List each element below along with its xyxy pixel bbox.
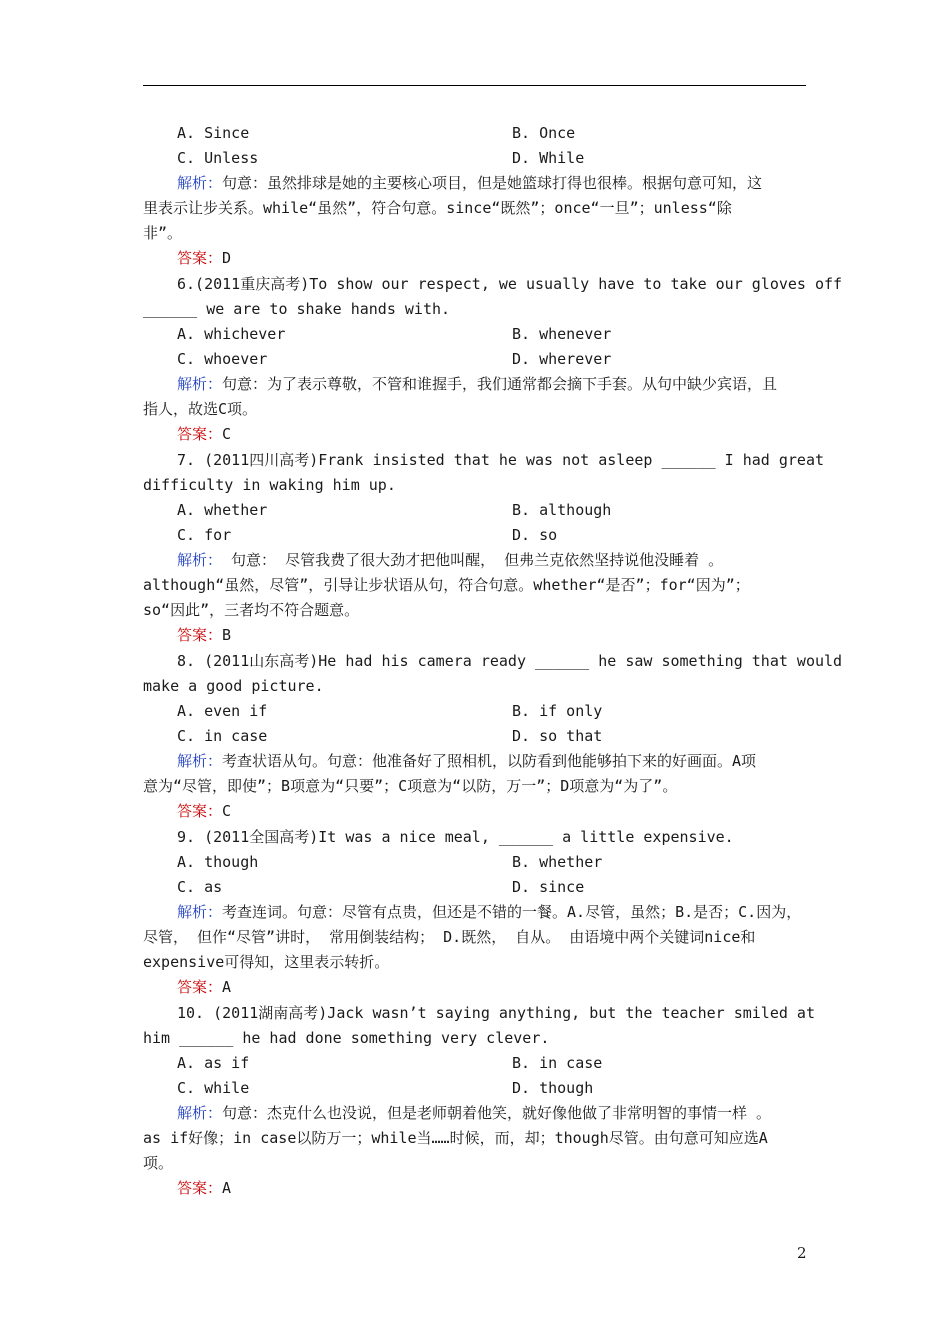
header-rule [143,85,806,86]
q9-option-c: C. as [177,878,223,896]
q7-option-a: A. whether [177,501,268,519]
explanation-text: 句意： 尽管我费了很大劲才把他叫醒， 但弗兰克依然坚持说他没睡着 。 [222,551,724,569]
explanation-text: 句意：为了表示尊敬，不管和谁握手，我们通常都会摘下手套。从句中缺少宾语，且 [222,375,778,393]
q6-answer [177,422,231,447]
q9-stem-line1: 9. (2011全国高考)It was a nice meal, ______ a little expensive. [177,828,734,846]
q7-answer [177,623,231,648]
q5-option-a: A. Since [177,124,250,142]
answer-label: 答案： [177,626,223,644]
q7-explanation-line3: so“因此”，三者均不符合题意。 [143,601,360,619]
q6-explanation-line1 [177,372,777,397]
page-number: 2 [797,1244,807,1262]
answer-label: 答案： [177,1179,223,1197]
q10-option-b: B. in case [512,1054,603,1072]
q10-explanation-line3: 项。 [143,1154,174,1172]
q8-stem-line2: make a good picture. [143,677,324,695]
q6-option-c: C. whoever [177,350,268,368]
answer-label: 答案： [177,249,223,267]
q5-option-d: D. While [512,149,585,167]
explanation-label: 解析： [177,375,223,393]
q7-option-d: D. so [512,526,558,544]
explanation-text: 考查连词。句意：尽管有点贵，但还是不错的一餐。A.尽管，虽然；B.是否；C.因为， [222,903,802,921]
q9-option-b: B. whether [512,853,603,871]
answer-value: C [222,425,232,443]
q10-stem-line2: him ______ he had done something very clever. [143,1029,550,1047]
explanation-text: 句意：虽然排球是她的主要核心项目，但是她篮球打得也很棒。根据句意可知，这 [222,174,763,192]
explanation-text: 考查状语从句。句意：他准备好了照相机，以防看到他能够拍下来的好画面。A项 [222,752,757,770]
q7-stem-line2: difficulty in waking him up. [143,476,396,494]
q6-stem-line1: 6.(2011重庆高考)To show our respect, we usually have to take our gloves off [177,275,843,293]
q6-option-d: D. wherever [512,350,612,368]
answer-value: A [222,978,232,996]
answer-value: B [222,626,232,644]
q10-option-a: A. as if [177,1054,250,1072]
q7-stem-line1: 7. (2011四川高考)Frank insisted that he was not asleep ______ I had great [177,451,824,469]
q8-stem-line1: 8. (2011山东高考)He had his camera ready ______ he saw something that would [177,652,843,670]
q6-option-a: A. whichever [177,325,286,343]
explanation-text: 句意：杰克什么也没说，但是老师朝着他笑，就好像他做了非常明智的事情一样 。 [222,1104,772,1122]
q5-option-b: B. Once [512,124,576,142]
q9-option-a: A. though [177,853,259,871]
explanation-label: 解析： [177,1104,223,1122]
answer-value: A [222,1179,232,1197]
q9-answer [177,975,231,1000]
q7-option-c: C. for [177,526,232,544]
answer-label: 答案： [177,978,223,996]
q5-explanation-line1 [177,171,762,196]
q5-explanation-line3: 非”。 [143,224,183,242]
answer-value: D [222,249,232,267]
answer-label: 答案： [177,425,223,443]
explanation-label: 解析： [177,903,223,921]
q5-option-c: C. Unless [177,149,259,167]
q6-explanation-line2: 指人，故选C项。 [143,400,258,418]
q8-answer [177,799,231,824]
q7-option-b: B. although [512,501,612,519]
q10-answer [177,1176,231,1201]
answer-label: 答案： [177,802,223,820]
q8-option-b: B. if only [512,702,603,720]
q10-option-d: D. though [512,1079,594,1097]
explanation-label: 解析： [177,551,223,569]
explanation-label: 解析： [177,174,223,192]
q6-option-b: B. whenever [512,325,612,343]
q5-explanation-line2: 里表示让步关系。while“虽然”，符合句意。since“既然”；once“一旦”；unless“除 [143,199,732,217]
q8-explanation-line2: 意为“尽管，即使”；B项意为“只要”；C项意为“以防，万一”；D项意为“为了”。 [143,777,678,795]
q9-option-d: D. since [512,878,585,896]
q6-stem-line2: ______ we are to shake hands with. [143,300,451,318]
q5-answer [177,246,231,271]
q9-explanation-line3: expensive可得知，这里表示转折。 [143,953,390,971]
q8-option-d: D. so that [512,727,603,745]
q7-explanation-line1 [177,548,723,573]
q9-explanation-line1 [177,900,801,925]
q9-explanation-line2: 尽管， 但作“尽管”讲时， 常用倒装结构； D.既然， 自从。 由语境中两个关键词nice和 [143,928,756,946]
q8-option-c: C. in case [177,727,268,745]
q7-explanation-line2: although“虽然，尽管”，引导让步状语从句，符合句意。whether“是否”；for“因为”； [143,576,750,594]
q10-stem-line1: 10. (2011湖南高考)Jack wasn’t saying anything, but the teacher smiled at [177,1004,815,1022]
q8-explanation-line1 [177,749,756,774]
q10-explanation-line2: as if好像；in case以防万一；while当……时候，而，却；though尽管。由句意可知应选A [143,1129,768,1147]
answer-value: C [222,802,232,820]
q10-option-c: C. while [177,1079,250,1097]
explanation-label: 解析： [177,752,223,770]
q10-explanation-line1 [177,1101,771,1126]
q8-option-a: A. even if [177,702,268,720]
